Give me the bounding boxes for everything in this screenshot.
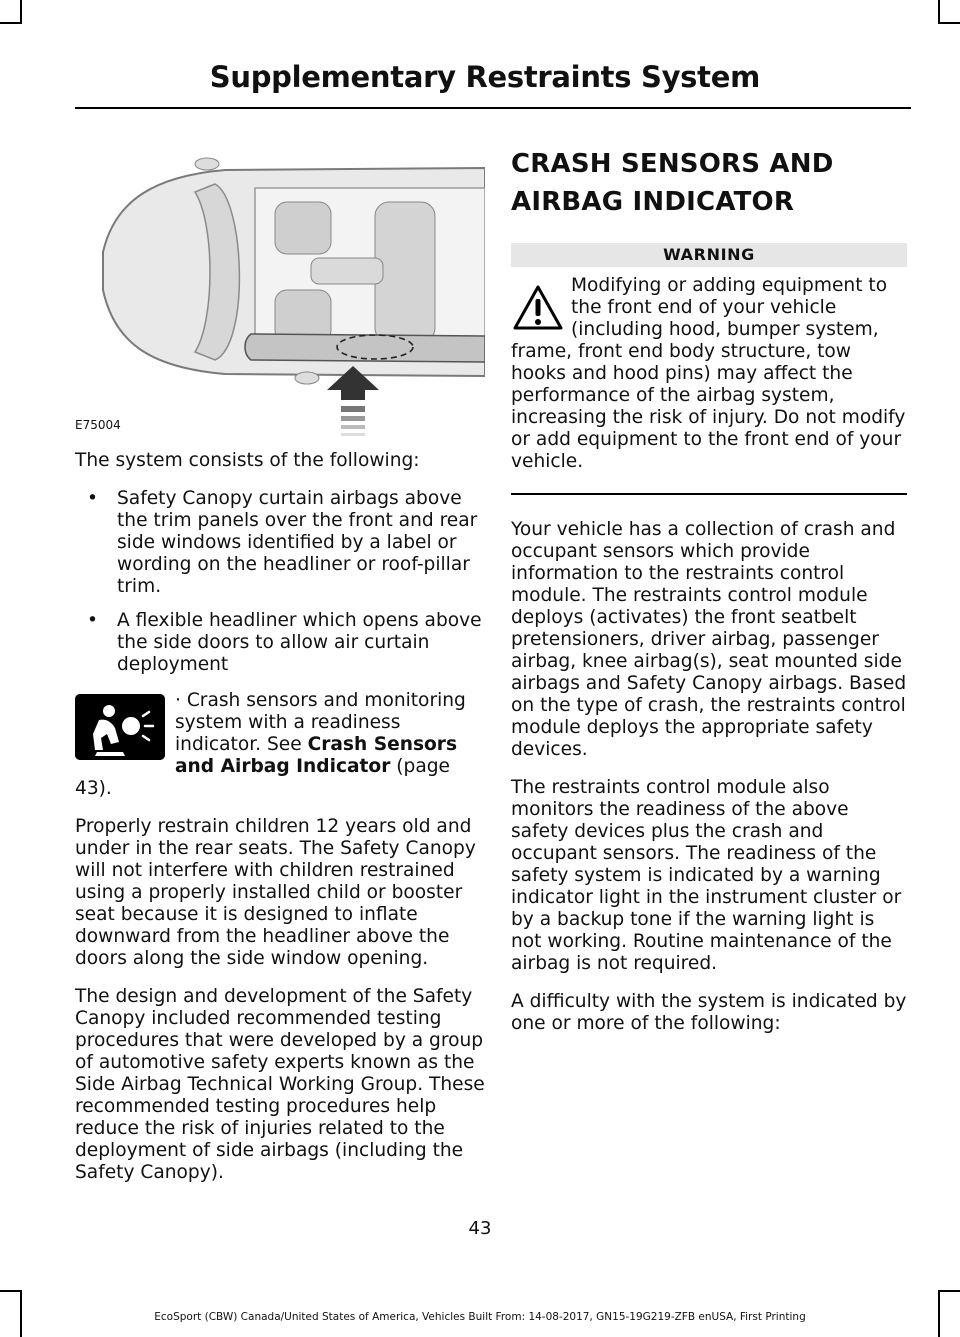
heading-line-1: CRASH SENSORS AND (511, 149, 834, 179)
crop-mark (938, 0, 940, 24)
children-restraint-paragraph: Properly restrain children 12 years old and under in the rear seats. The Safety Canopy will not interfere with children restrained using a properly installed child or booster seat because it is designed to inflate downward from the headliner above the doors along the side window opening. (75, 816, 476, 969)
list-item: • Safety Canopy curtain airbags above the trim panels over the front and rear side windows identified by a label or wording on the headliner or roof-pillar trim. (75, 488, 485, 598)
page-header-title: Supplementary Restraints System (209, 60, 760, 94)
system-components-list (75, 488, 485, 676)
page-number: 43 (468, 1218, 492, 1239)
crop-mark (0, 22, 22, 24)
crop-mark (938, 22, 960, 24)
sensors-paragraph: Your vehicle has a collection of crash and occupant sensors which provide information to the restraints control module. The restraints control module deploys (activates) the front seatbelt pretensioners, driver airbag, passenger airbag, knee airbag(s), seat mounted side airbags and Safety Canopy airbags. Based on the type of crash, the restraints control module deploys the appropriate safety devices. (511, 519, 907, 760)
crash-sensors-link[interactable]: Crash Sensors and Airbag Indicator (175, 734, 458, 777)
crop-mark (0, 1290, 22, 1292)
sensor-page-ref: (page 43). (75, 756, 450, 799)
list-item: • A flexible headliner which opens above the side doors to allow air curtain deployment (75, 610, 485, 676)
sensor-text: · Crash sensors and monitoring system with a readiness indicator. See (175, 690, 466, 755)
warning-label: WARNING (511, 243, 907, 267)
warning-triangle-icon (511, 283, 565, 333)
header-rule (75, 107, 911, 109)
left-column (75, 450, 485, 1200)
figure-code: E75004 (75, 418, 121, 432)
crop-mark (20, 0, 22, 24)
warning-box (511, 275, 907, 473)
system-intro: The system consists of the following: (75, 450, 420, 471)
sensor-indicator-block (75, 690, 485, 800)
footer-text: EcoSport (CBW) Canada/United States of America, Vehicles Built From: 14-08-2017, GN15-19G219-ZFB enUSA, First Printing (154, 1311, 806, 1323)
readiness-paragraph: The restraints control module also monitors the readiness of the above safety devices plus the crash and occupant sensors. The readiness of the safety system is indicated by a warning indicator light in the instrument cluster or by a backup tone if the warning light is not working. Routine maintenance of the airbag is not required. (511, 777, 902, 974)
airbag-warning-icon (75, 694, 165, 760)
section-heading (511, 145, 907, 221)
heading-line-2: AIRBAG INDICATOR (511, 187, 795, 217)
difficulty-paragraph: A difficulty with the system is indicated by one or more of the following: (511, 991, 907, 1034)
right-column (511, 145, 907, 1051)
car-topview-illustration (75, 140, 485, 442)
crop-mark (938, 1290, 960, 1292)
warning-rule (511, 493, 907, 495)
design-paragraph: The design and development of the Safety Canopy included recommended testing procedures that were developed by a group of automotive safety experts known as the Side Airbag Technical Working Group. These recommended testing procedures help reduce the risk of injuries related to the deployment of side airbags (including the Safety Canopy). (75, 986, 485, 1183)
warning-text: Modifying or adding equipment to the front end of your vehicle (including hood, bumper system, frame, front end body structure, tow hooks and hood pins) may affect the performance of the airbag system, increasing the risk of injury. Do not modify or add equipment to the front end of your vehicle. (511, 275, 906, 472)
